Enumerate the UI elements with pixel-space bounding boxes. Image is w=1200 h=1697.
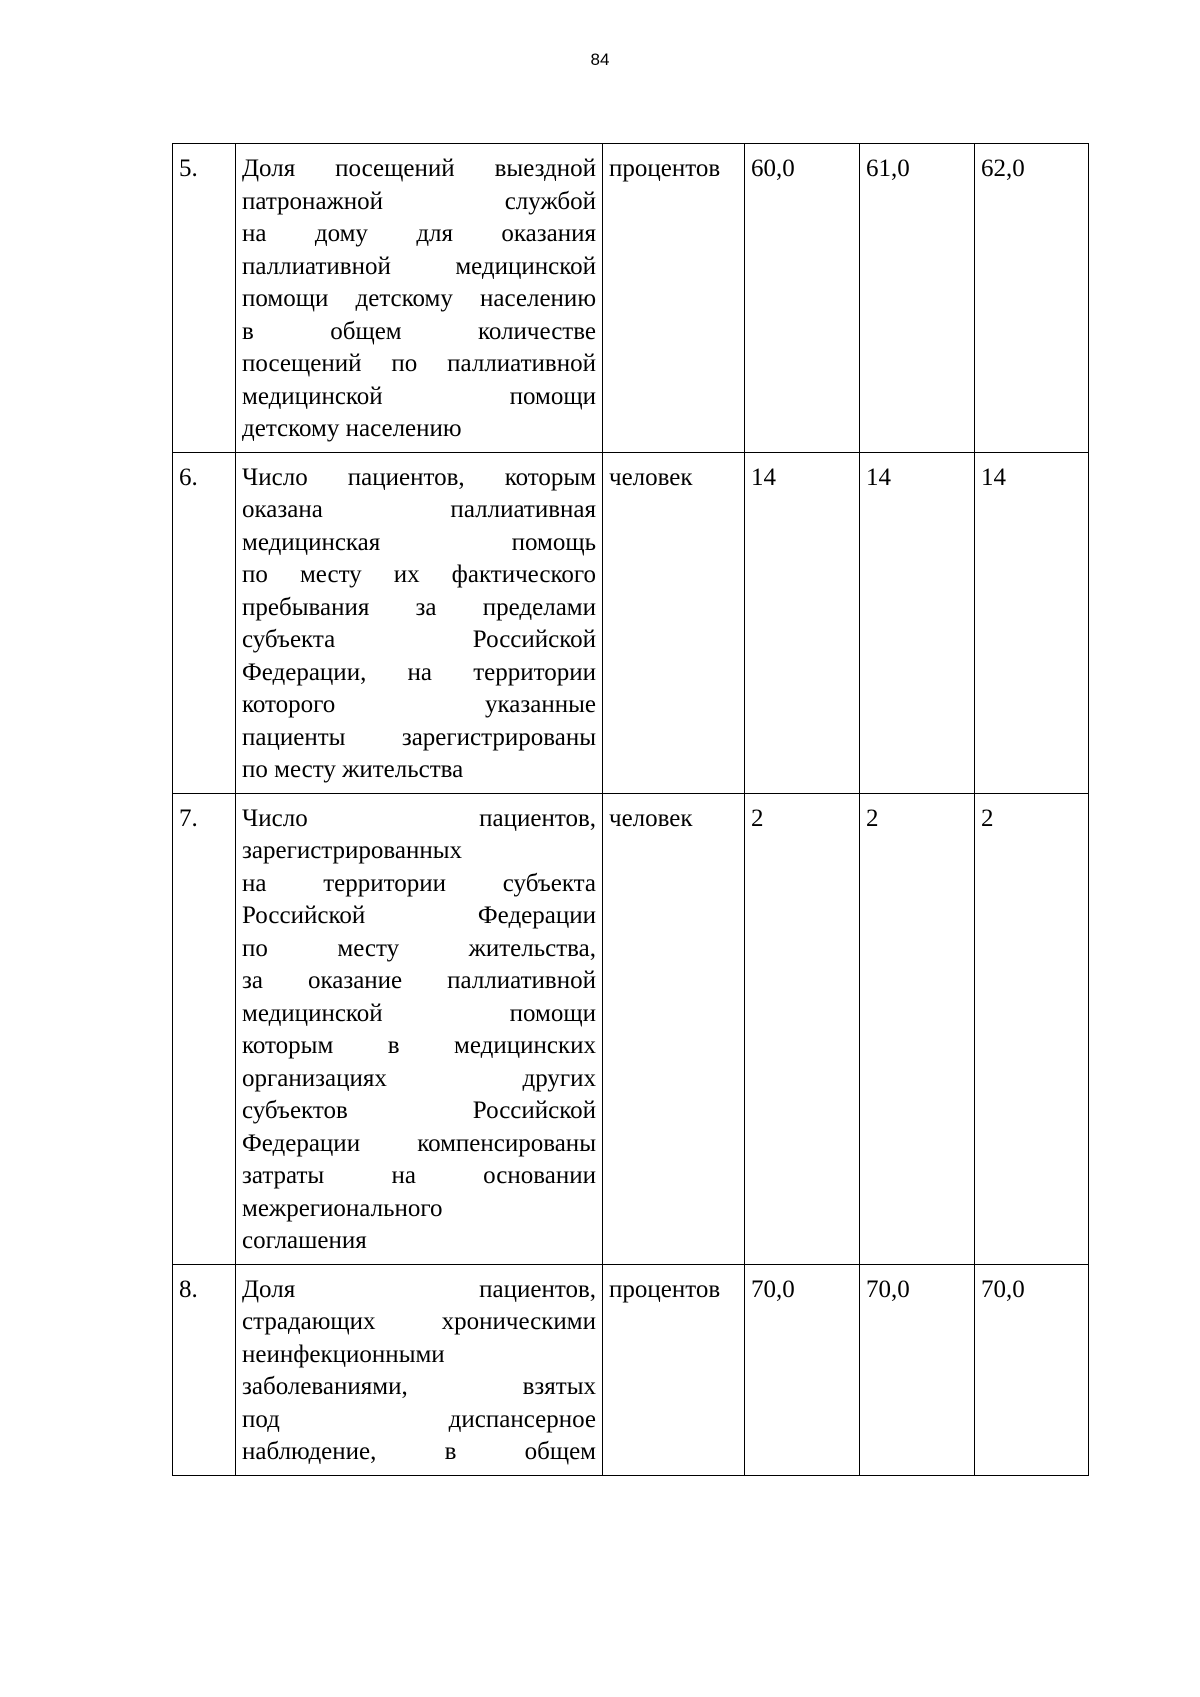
indicator-name-line: Российской Федерации xyxy=(242,902,596,929)
indicator-name-line: которого указанные xyxy=(242,691,596,718)
indicator-name xyxy=(236,793,603,1264)
unit-cell: процентов xyxy=(603,1264,745,1475)
value-cell-2: 14 xyxy=(860,452,975,793)
indicator-name-line: пациенты зарегистрированы xyxy=(242,723,596,751)
indicator-name-line: заболеваниями, взятых xyxy=(242,1373,596,1400)
indicator-name xyxy=(236,1264,603,1475)
indicator-name-line: соглашения xyxy=(242,1227,367,1254)
indicator-name-line: Доля пациентов, xyxy=(242,1275,596,1303)
indicator-name-line: посещений по паллиативной xyxy=(242,350,596,377)
indicator-name-line: Число пациентов, xyxy=(242,804,596,832)
indicator-name-line: которым в медицинских xyxy=(242,1032,596,1059)
table-row xyxy=(173,452,1089,793)
table-row xyxy=(173,793,1089,1264)
page-number: 84 xyxy=(590,50,610,69)
indicator-name xyxy=(236,452,603,793)
value-cell-1: 70,0 xyxy=(745,1264,860,1475)
indicator-name-line: страдающих хроническими xyxy=(242,1308,596,1335)
indicator-name-line: на территории субъекта xyxy=(242,869,596,897)
value-cell-3: 14 xyxy=(975,452,1089,793)
value-cell-2: 61,0 xyxy=(860,144,975,453)
value-cell-3: 70,0 xyxy=(975,1264,1089,1475)
indicator-name-line: субъектов Российской xyxy=(242,1097,596,1124)
indicator-name-line: под диспансерное xyxy=(242,1405,596,1433)
indicator-name-line: межрегионального xyxy=(242,1194,443,1222)
indicator-name-line: медицинской помощи xyxy=(242,382,596,410)
indicator-name-line: паллиативной медицинской xyxy=(242,252,596,280)
table-row xyxy=(173,1264,1089,1475)
value-cell-1: 60,0 xyxy=(745,144,860,453)
indicator-name-line: детскому населению xyxy=(242,415,462,442)
indicator-name-line: оказана паллиативная xyxy=(242,496,596,523)
row-number: 8. xyxy=(173,1264,236,1475)
row-number: 5. xyxy=(173,144,236,453)
row-number: 6. xyxy=(173,452,236,793)
indicator-name-line: субъекта Российской xyxy=(242,626,596,653)
indicator-name-line: помощи детскому населению xyxy=(242,285,596,312)
value-cell-2: 2 xyxy=(860,793,975,1264)
indicator-name-line: в общем количестве xyxy=(242,317,596,345)
indicator-name-line: медицинская помощь xyxy=(242,528,596,556)
indicator-name-line: Федерации, на территории xyxy=(242,658,596,686)
indicator-name-line: на дому для оказания xyxy=(242,220,596,247)
indicator-name-line: организациях других xyxy=(242,1064,596,1092)
indicator-name-line: патронажной службой xyxy=(242,187,596,215)
indicator-name-line: медицинской помощи xyxy=(242,999,596,1027)
indicator-name-line: по месту их фактического xyxy=(242,561,596,588)
unit-cell: процентов xyxy=(603,144,745,453)
indicator-name-line: по месту жительства xyxy=(242,756,464,783)
indicator-name xyxy=(236,144,603,453)
value-cell-3: 62,0 xyxy=(975,144,1089,453)
indicators-table xyxy=(172,143,1089,1476)
value-cell-2: 70,0 xyxy=(860,1264,975,1475)
indicator-name-line: наблюдение, в общем xyxy=(242,1438,596,1465)
indicator-name-line: за оказание паллиативной xyxy=(242,967,596,994)
value-cell-1: 14 xyxy=(745,452,860,793)
indicator-name-line: по месту жительства, xyxy=(242,934,596,962)
value-cell-3: 2 xyxy=(975,793,1089,1264)
table-row xyxy=(173,144,1089,453)
unit-cell: человек xyxy=(603,793,745,1264)
indicator-name-line: Федерации компенсированы xyxy=(242,1129,596,1157)
row-number: 7. xyxy=(173,793,236,1264)
unit-cell: человек xyxy=(603,452,745,793)
indicator-name-line: пребывания за пределами xyxy=(242,593,596,621)
value-cell-1: 2 xyxy=(745,793,860,1264)
indicator-name-line: зарегистрированных xyxy=(242,837,463,864)
indicator-name-line: затраты на основании xyxy=(242,1162,596,1189)
indicator-name-line: неинфекционными xyxy=(242,1340,445,1368)
indicator-name-line: Число пациентов, которым xyxy=(242,463,596,491)
indicator-name-line: Доля посещений выездной xyxy=(242,155,596,182)
